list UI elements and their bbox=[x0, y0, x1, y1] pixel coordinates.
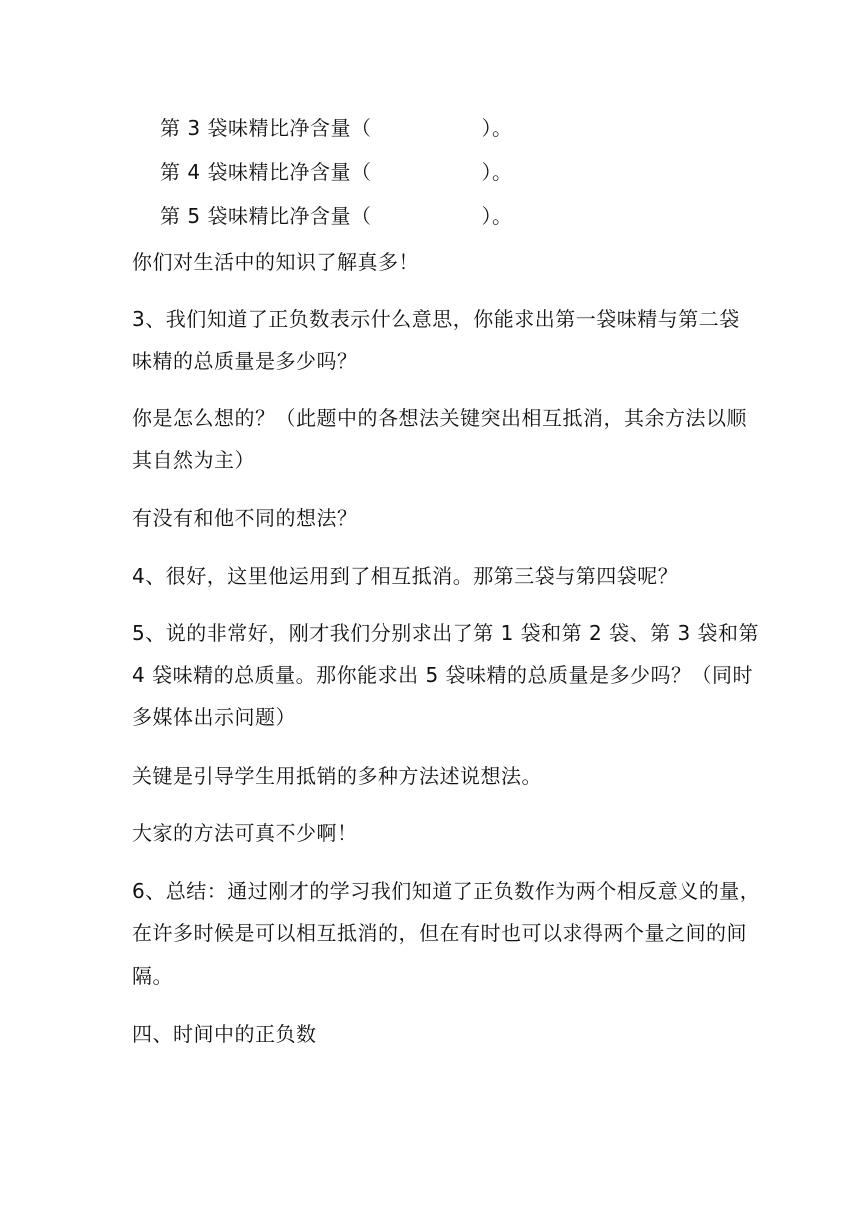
paragraph-line: 其自然为主） bbox=[132, 448, 255, 472]
paragraph-line: 味精的总质量是多少吗？ bbox=[132, 349, 358, 373]
blank-line-bag-5 bbox=[160, 201, 512, 231]
blank-suffix: ）。 bbox=[481, 204, 513, 228]
paragraph-line: 你们对生活中的知识了解真多！ bbox=[132, 250, 419, 274]
blank-prefix: 第 3 袋味精比净含量（ bbox=[160, 116, 372, 140]
paragraph-line: 5、说的非常好，刚才我们分别求出了第 1 袋和第 2 袋、第 3 袋和第 bbox=[132, 621, 760, 645]
paragraph-line: 在许多时候是可以相互抵消的，但在有时也可以求得两个量之间的间 bbox=[132, 921, 747, 945]
paragraph-line: 4、很好，这里他运用到了相互抵消。那第三袋与第四袋呢？ bbox=[132, 564, 679, 588]
blank-suffix: ）。 bbox=[481, 160, 513, 184]
section-heading: 四、时间中的正负数 bbox=[132, 1022, 317, 1046]
paragraph-line: 隔。 bbox=[132, 964, 173, 988]
paragraph-line: 3、我们知道了正负数表示什么意思，你能求出第一袋味精与第二袋 bbox=[132, 307, 740, 331]
paragraph-line: 多媒体出示问题） bbox=[132, 705, 296, 729]
blank-suffix: ）。 bbox=[481, 116, 513, 140]
paragraph-line: 6、总结：通过刚才的学习我们知道了正负数作为两个相反意义的量， bbox=[132, 879, 761, 903]
blank-prefix: 第 5 袋味精比净含量（ bbox=[160, 204, 372, 228]
paragraph-line: 大家的方法可真不少啊！ bbox=[132, 821, 358, 845]
blank-prefix: 第 4 袋味精比净含量（ bbox=[160, 160, 372, 184]
blank-line-bag-3 bbox=[160, 113, 512, 143]
paragraph-line: 你是怎么想的？（此题中的各想法关键突出相互抵消，其余方法以顺 bbox=[132, 406, 747, 430]
paragraph-line: 4 袋味精的总质量。那你能求出 5 袋味精的总质量是多少吗？（同时 bbox=[132, 663, 754, 687]
paragraph-line: 有没有和他不同的想法？ bbox=[132, 506, 358, 530]
paragraph-line: 关键是引导学生用抵销的多种方法述说想法。 bbox=[132, 764, 542, 788]
blank-line-bag-4 bbox=[160, 157, 512, 187]
